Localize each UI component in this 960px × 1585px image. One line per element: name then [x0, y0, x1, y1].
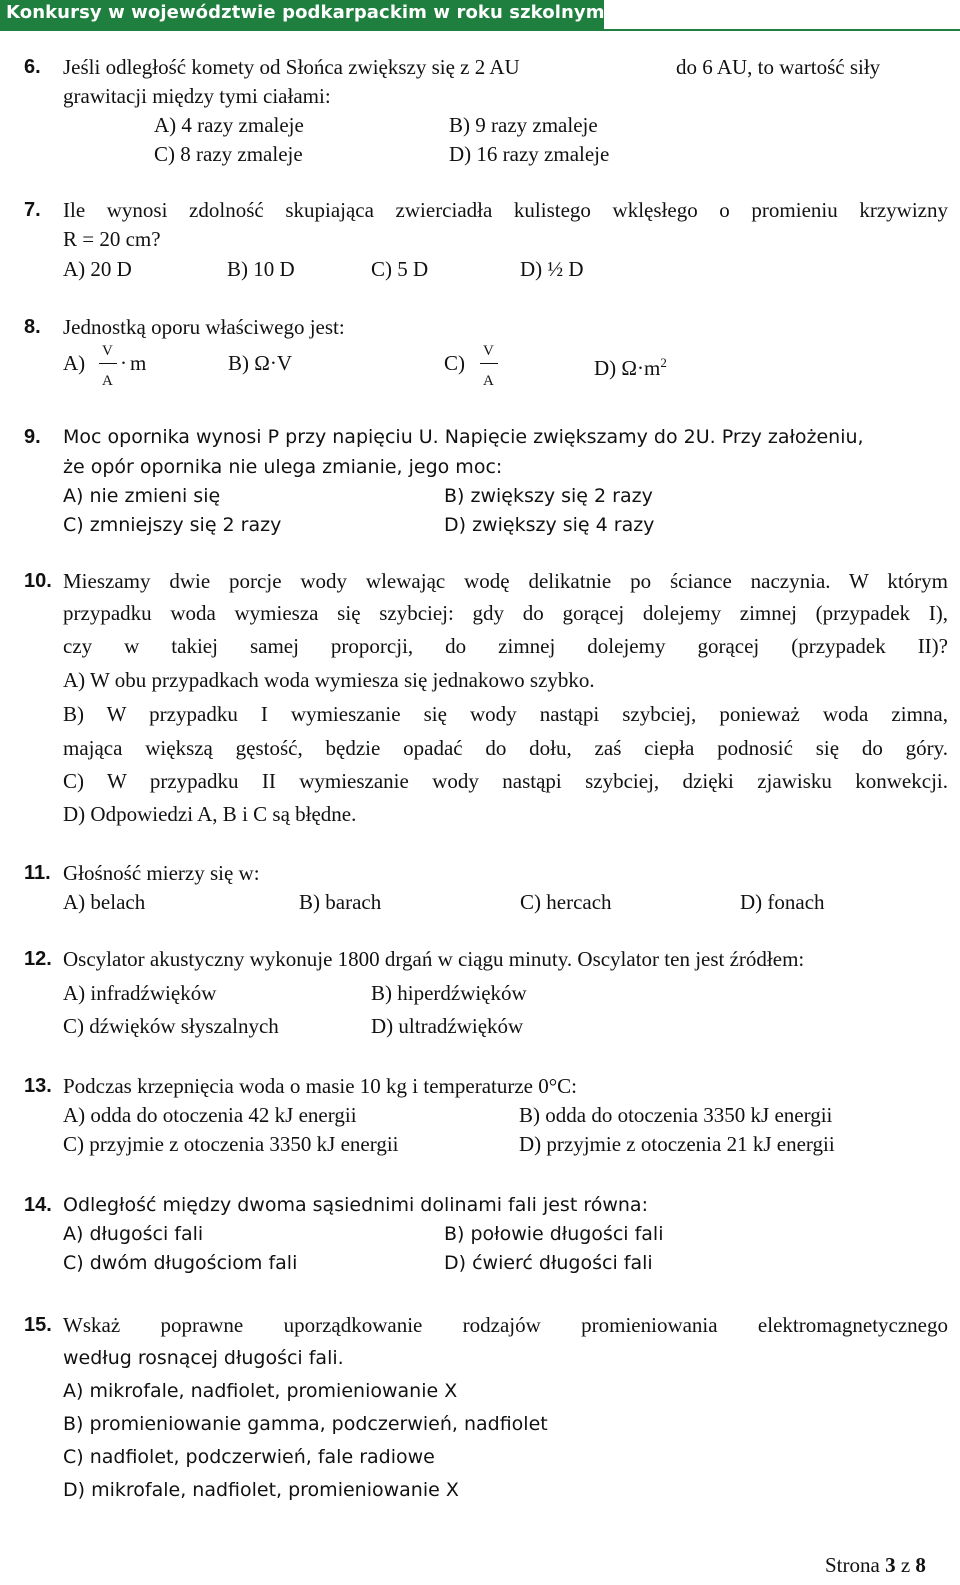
- q8-answer-b: B) Ω·V: [228, 351, 293, 375]
- q9-text-2: że opór opornika nie ulega zmianie, jego moc:: [63, 456, 503, 478]
- q11-number: 11.: [24, 862, 51, 884]
- q13-number: 13.: [24, 1075, 52, 1097]
- q8-text: Jednostką oporu właściwego jest:: [63, 315, 345, 339]
- q7-number: 7.: [24, 199, 41, 221]
- q15-number: 15.: [24, 1314, 52, 1336]
- q13-answer-a: A) odda do otoczenia 42 kJ energii: [63, 1103, 357, 1127]
- q9-answer-c: C) zmniejszy się 2 razy: [63, 514, 282, 536]
- q14-text: Odległość między dwoma sąsiednimi dolinami fali jest równa:: [63, 1194, 648, 1216]
- q11-answer-a: A) belach: [63, 890, 146, 914]
- q10-line-2: przypadku woda wymiesza się szybciej: gdy do gorącej dolejemy zimnej (przypadek I),: [63, 601, 948, 625]
- q6-text-1: Jeśli odległość komety od Słońca zwiększy się z 2 AU: [63, 55, 520, 79]
- q14-answer-a: A) długości fali: [63, 1223, 204, 1245]
- q9-answer-d: D) zwiększy się 4 razy: [444, 514, 655, 536]
- q14-answer-d: D) ćwierć długości fali: [444, 1252, 653, 1274]
- q12-number: 12.: [24, 948, 52, 970]
- page-header: [0, 0, 719, 29]
- q8-answer-a-label: A): [63, 351, 86, 375]
- q9-answer-a: A) nie zmieni się: [63, 485, 221, 507]
- q12-answer-d: D) ultradźwięków: [371, 1014, 524, 1038]
- q8-d-exponent: 2: [660, 355, 667, 370]
- q6-number: 6.: [24, 56, 41, 78]
- q8-a-denominator: A: [102, 373, 113, 389]
- q12-answer-c: C) dźwięków słyszalnych: [63, 1014, 279, 1038]
- q12-answer-a: A) infradźwięków: [63, 981, 217, 1005]
- q7-answer-b: B) 10 D: [227, 257, 295, 281]
- q7-answer-d: D) ½ D: [520, 257, 584, 281]
- q13-answer-c: C) przyjmie z otoczenia 3350 kJ energii: [63, 1132, 399, 1156]
- q15-text-1: Wskaż poprawne uporządkowanie rodzajów promieniowania elektromagnetycznego: [63, 1313, 948, 1337]
- q15-answer-d: D) mikrofale, nadfiolet, promieniowanie X: [63, 1479, 459, 1501]
- q6-answer-c: C) 8 razy zmaleje: [154, 142, 303, 166]
- q7-answer-c: C) 5 D: [371, 257, 429, 281]
- q8-a-unit: m: [130, 351, 147, 375]
- q12-text: Oscylator akustyczny wykonuje 1800 drgań w ciągu minuty. Oscylator ten jest źródłem:: [63, 947, 805, 971]
- q8-a-numerator: V: [102, 343, 113, 359]
- header-rule: [0, 29, 960, 31]
- q13-answer-d: D) przyjmie z otoczenia 21 kJ energii: [519, 1132, 835, 1156]
- q10-answer-a: A) W obu przypadkach woda wymiesza się jednakowo szybko.: [63, 668, 595, 692]
- q10-answer-d: D) Odpowiedzi A, B i C są błędne.: [63, 802, 357, 826]
- q6-answer-b: B) 9 razy zmaleje: [449, 113, 598, 137]
- q8-c-numerator: V: [483, 343, 494, 359]
- q8-c-denominator: A: [483, 373, 494, 389]
- q9-answer-b: B) zwiększy się 2 razy: [444, 485, 653, 507]
- q15-answer-b: B) promieniowanie gamma, podczerwień, nadfiolet: [63, 1413, 548, 1435]
- q8-c-fraction-bar: [480, 363, 498, 364]
- q11-answer-b: B) barach: [299, 890, 382, 914]
- q8-answer-c-label: C): [444, 351, 465, 375]
- q6-text-2: grawitacji między tymi ciałami:: [63, 84, 331, 108]
- q10-answer-b-line-1: B) W przypadku I wymieszanie się wody nastąpi szybciej, ponieważ woda zimna,: [63, 702, 948, 726]
- q15-answer-c: C) nadfiolet, podczerwień, fale radiowe: [63, 1446, 435, 1468]
- header-title: Konkursy w województwie podkarpackim w roku szkolnym 2015/2016: [6, 2, 719, 23]
- q10-line-3: czy w takiej samej proporcji, do zimnej dolejemy gorącej (przypadek II)?: [63, 634, 948, 658]
- footer-total-pages: 8: [915, 1553, 926, 1577]
- q6-answer-a: A) 4 razy zmaleje: [154, 113, 304, 137]
- q14-number: 14.: [24, 1194, 52, 1216]
- q10-answer-c: C) W przypadku II wymieszanie wody nastąpi szybciej, dzięki zjawisku konwekcji.: [63, 769, 948, 793]
- q7-answer-a: A) 20 D: [63, 257, 132, 281]
- q8-a-fraction-bar: [99, 363, 117, 364]
- q7-text-1: Ile wynosi zdolność skupiająca zwierciadła kulistego wklęsłego o promieniu krzywizny: [63, 198, 948, 222]
- q13-text: Podczas krzepnięcia woda o masie 10 kg i temperaturze 0°C:: [63, 1074, 577, 1098]
- q6-answer-d: D) 16 razy zmaleje: [449, 142, 610, 166]
- footer-separator: z: [895, 1553, 916, 1577]
- q13-answer-b: B) odda do otoczenia 3350 kJ energii: [519, 1103, 833, 1127]
- q12-answer-b: B) hiperdźwięków: [371, 981, 527, 1005]
- footer-page-number: 3: [885, 1553, 896, 1577]
- q9-text-1: Moc opornika wynosi P przy napięciu U. Napięcie zwiększamy do 2U. Przy założeniu,: [63, 426, 864, 448]
- q9-number: 9.: [24, 426, 41, 448]
- q15-text-2: według rosnącej długości fali.: [63, 1347, 344, 1369]
- page-footer: [825, 1553, 926, 1578]
- q8-answer-d: [594, 351, 667, 380]
- q7-text-2: R = 20 cm?: [63, 227, 161, 251]
- q15-answer-a: A) mikrofale, nadfiolet, promieniowanie X: [63, 1380, 458, 1402]
- q11-text: Głośność mierzy się w:: [63, 861, 260, 885]
- q14-answer-b: B) połowie długości fali: [444, 1223, 664, 1245]
- q11-answer-d: D) fonach: [740, 890, 825, 914]
- q8-a-dot: ·: [120, 351, 127, 375]
- q8-d-label: D) Ω·m: [594, 356, 661, 380]
- footer-prefix: Strona: [825, 1553, 886, 1577]
- q14-answer-c: C) dwóm długościom fali: [63, 1252, 298, 1274]
- q10-line-1: Mieszamy dwie porcje wody wlewając wodę delikatnie po ściance naczynia. W którym: [63, 569, 948, 593]
- q8-number: 8.: [24, 316, 41, 338]
- q10-answer-b-line-2: mająca większą gęstość, będzie opadać do dołu, zaś ciepła podnosić się do góry.: [63, 736, 948, 760]
- q10-number: 10.: [24, 570, 52, 592]
- q11-answer-c: C) hercach: [520, 890, 612, 914]
- q6-text-1b: do 6 AU, to wartość siły: [676, 55, 881, 79]
